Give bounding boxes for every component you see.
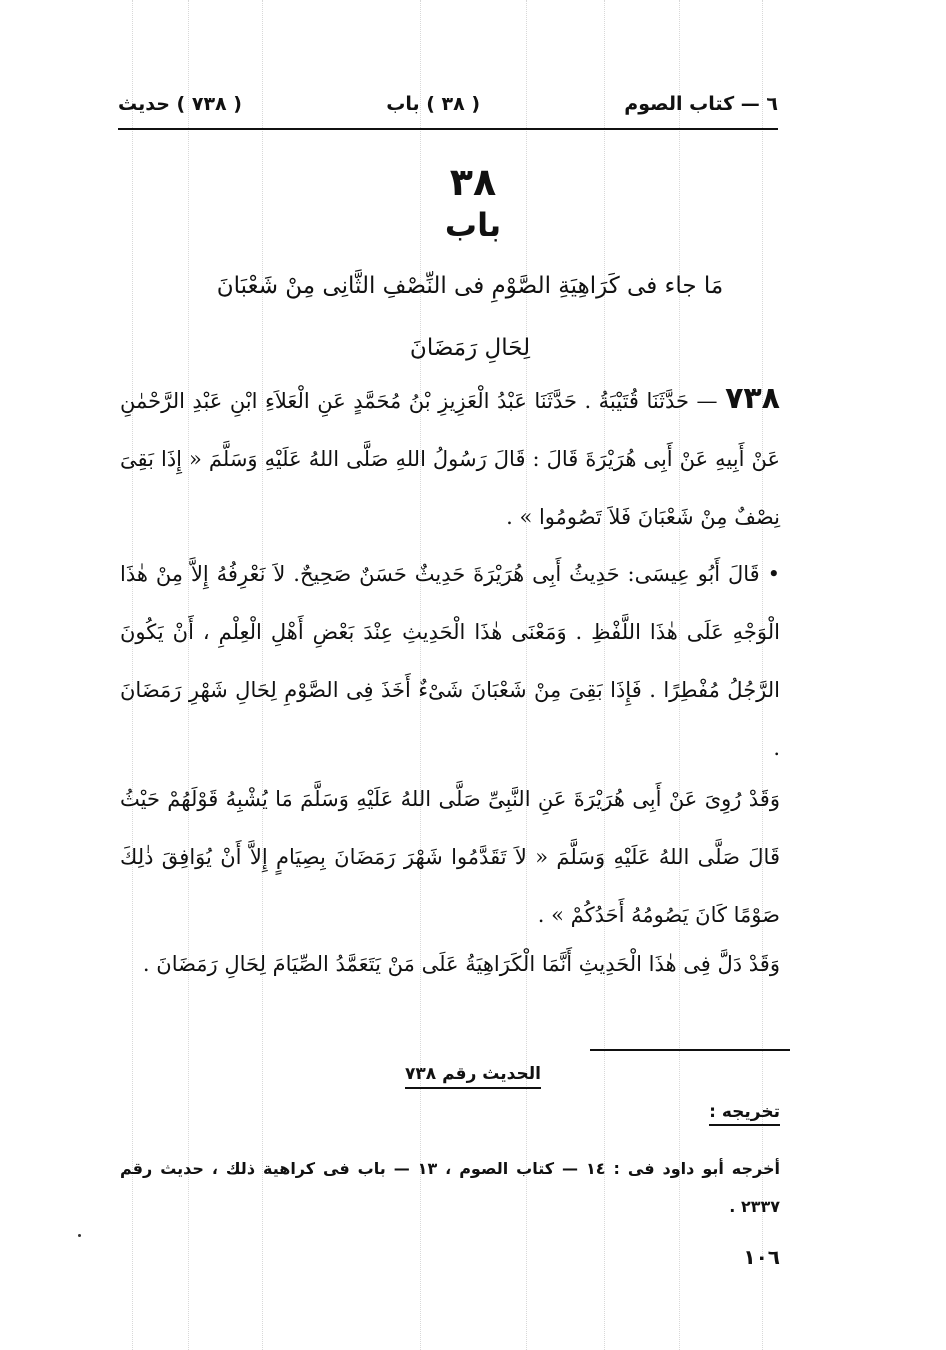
takhrij-text: أخرجه أبو داود فى : ١٤ — كتاب الصوم ، ١٣ — باب فى كراهية ذلك ، حديث رقم ٢٣٣٧ . [120,1159,781,1216]
chapter-word: باب [444,206,502,244]
takhrij-label [560,1102,780,1122]
reference-heading [0,1064,946,1084]
header-rule [118,128,778,130]
commentary-paragraph-3: وَقَدْ دَلَّ فِى هٰذَا الْحَدِيثِ أَنَّمَا الْكَرَاهِيَةُ عَلَى مَنْ يَتَعَمَّدُ الصِّيَامَ لِحَالِ رَمَضَانَ . [142,952,780,976]
chapter-number: ٣٨ [449,160,497,204]
commentary-paragraph-1: • قَالَ أَبُو عِيسَى: حَدِيثُ أَبِى هُرَيْرَةَ حَدِيثٌ حَسَنٌ صَحِيحٌ. لاَ نَعْرِفُهُ إِلاَّ مِنْ هٰذَا الْوَجْهِ عَلَى هٰذَا اللَّفْظِ . وَمَعْنَى هٰذَا الْحَدِيثِ عِنْدَ بَعْضِ أَهْلِ الْعِلْمِ ، أَنْ يَكُونَ الرَّجُلُ مُفْطِرًا . فَإِذَا بَقِىَ مِنْ شَعْبَانَ شَىْءٌ أَخَذَ فِى الصَّوْمِ لِحَالِ شَهْرِ رَمَضَانَ . [120,562,780,760]
chapter-title [150,255,790,379]
reference-heading-text: الحديث رقم ٧٣٨ [405,1064,541,1089]
commentary-paragraph-2: وَقَدْ رُوِىَ عَنْ أَبِى هُرَيْرَةَ عَنِ النَّبِىِّ صَلَّى اللهُ عَلَيْهِ وَسَلَّمَ مَا يُشْبِهُ قَوْلَهُمْ حَيْثُ قَالَ صَلَّى اللهُ عَلَيْهِ وَسَلَّمَ « لاَ تَقَدَّمُوا شَهْرَ رَمَضَانَ بِصِيَامٍ إِلاَّ أَنْ يُوَافِقَ ذٰلِكَ صَوْمًا كَانَ يَصُومُهُ أَحَدُكُمْ » . [120,787,780,927]
header-book: ٦ — كتاب الصوم [624,93,778,115]
hadith-text: — حَدَّثَنَا قُتَيْبَةُ . حَدَّثَنَا عَبْدُ الْعَزِيزِ بْنُ مُحَمَّدٍ عَنِ الْعَلاَءِ ابْنِ عَبْدِ الرَّحْمٰنِ عَنْ أَبِيهِ عَنْ أَبِى هُرَيْرَةَ قَالَ : قَالَ رَسُولُ اللهِ صَلَّى اللهُ عَلَيْهِ وَسَلَّمَ « إِذَا بَقِىَ نِصْفٌ مِنْ شَعْبَانَ فَلاَ تَصُومُوا » . [120,389,780,529]
running-header [118,84,778,124]
hadith-number: ٧٣٨ [725,381,780,416]
hadith-paragraph [120,370,780,546]
header-hadith: ( ٧٣٨ ) حديث [118,93,242,115]
chapter-title-line2: لِحَالِ رَمَضَانَ [409,335,531,361]
takhrij-label-text: تخريجه : [709,1102,780,1126]
header-chapter: ( ٣٨ ) باب [386,93,481,115]
chapter-title-line1: مَا جاء فى كَرَاهِيَةِ الصَّوْمِ فى النِّصْفِ الثَّانِى مِنْ شَعْبَانَ [216,273,724,299]
footnote-rule [590,1049,790,1051]
page-number: ١٠٦ [743,1245,780,1269]
scan-speck [78,1234,81,1237]
